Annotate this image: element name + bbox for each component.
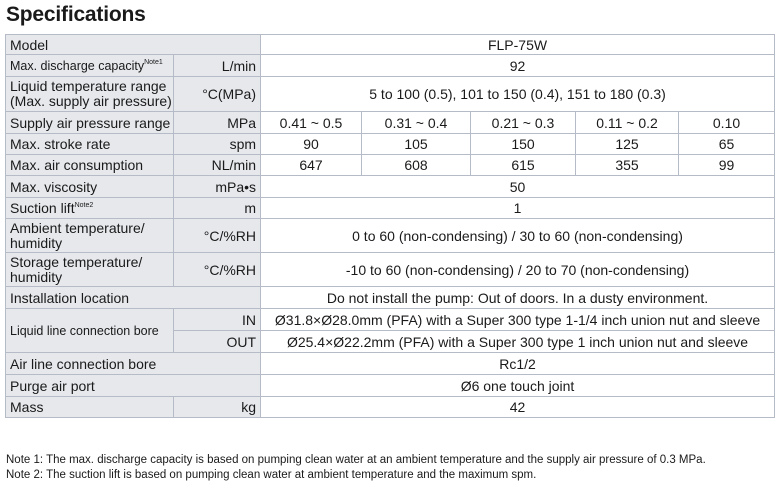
row-value: Ø6 one touch joint [261,375,775,397]
table-row-discharge-capacity [6,55,775,77]
note-marker: Note2 [74,202,94,209]
row-value: 42 [261,397,775,418]
row-label: Suction lift$^{Note2}$ [6,198,174,219]
cell-value: 608 [362,155,471,176]
cell-value: 105 [362,134,471,155]
row-unit: L/min [174,55,261,77]
row-label: Ambient temperature/ humidity [6,219,174,253]
cell-value: 150 [471,134,576,155]
row-unit: °C/%RH [174,253,261,287]
row-value: 5 to 100 (0.5), 101 to 150 (0.4), 151 to 180 (0.3) [261,77,775,112]
cell-value: 125 [576,134,679,155]
footnotes [6,453,706,483]
row-value: FLP-75W [261,35,775,55]
row-label: Mass [6,397,174,418]
row-value: Ø31.8×Ø28.0mm (PFA) with a Super 300 type 1-1/4 inch union nut and sleeve [261,309,775,331]
table-row-air-line-bore [6,353,775,375]
footnote: Note 2: The suction lift is based on pumping clean water at ambient temperature and the maximum spm. [6,469,537,481]
table-row-viscosity [6,176,775,198]
table-row-liquid-bore-in [6,309,775,331]
cell-value: 355 [576,155,679,176]
row-label: Supply air pressure range [6,112,174,134]
cell-value: 99 [679,155,775,176]
row-unit: °C/%RH [174,219,261,253]
note-marker: Note1 [144,58,163,66]
row-label: Air line connection bore [6,353,261,375]
table-row-ambient-temperature [6,219,775,253]
row-unit: spm [174,134,261,155]
cell-value: 615 [471,155,576,176]
table-row-installation-location [6,287,775,309]
row-label: Max. air consumption [6,155,174,176]
row-label: Liquid temperature range (Max. supply air pressure) [6,77,174,112]
row-value: 1 [261,198,775,219]
row-label: Max. stroke rate [6,134,174,155]
row-label: Liquid line connection bore [6,309,174,353]
table-row-suction-lift [6,198,775,219]
footnote: Note 1: The max. discharge capacity is based on pumping clean water at an ambient temperature and the supply air pressure of 0.3 MPa. [6,454,706,466]
row-value: Do not install the pump: Out of doors. In a dusty environment. [261,287,775,309]
row-label: Model [6,35,261,55]
row-label: Storage temperature/ humidity [6,253,174,287]
table-row-stroke-rate [6,134,775,155]
row-unit: IN [174,309,261,331]
row-value: 50 [261,176,775,198]
row-value: 0 to 60 (non-condensing) / 30 to 60 (non-condensing) [261,219,775,253]
row-label: Purge air port [6,375,261,397]
row-label: Max. discharge capacity$^{Note1}$ [6,55,174,77]
row-unit: m [174,198,261,219]
row-unit: NL/min [174,155,261,176]
cell-value: 0.21 ~ 0.3 [471,112,576,134]
cell-value: 0.10 [679,112,775,134]
row-unit: kg [174,397,261,418]
cell-value: 0.41 ~ 0.5 [261,112,362,134]
table-row-model [6,35,775,55]
table-row-mass [6,397,775,418]
cell-value: 0.11 ~ 0.2 [576,112,679,134]
row-unit: MPa [174,112,261,134]
row-value: -10 to 60 (non-condensing) / 20 to 70 (non-condensing) [261,253,775,287]
specifications-table [5,34,775,418]
row-label: Installation location [6,287,261,309]
table-row-storage-temperature [6,253,775,287]
row-unit: mPa•s [174,176,261,198]
table-row-purge-air-port [6,375,775,397]
cell-value: 65 [679,134,775,155]
page-title: Specifications [6,3,146,26]
cell-value: 90 [261,134,362,155]
cell-value: 0.31 ~ 0.4 [362,112,471,134]
row-value: 92 [261,55,775,77]
table-row-supply-air-pressure [6,112,775,134]
row-unit: °C(MPa) [174,77,261,112]
row-value: Rc1/2 [261,353,775,375]
table-row-liquid-temperature [6,77,775,112]
row-label: Max. viscosity [6,176,174,198]
cell-value: 647 [261,155,362,176]
table-row-air-consumption [6,155,775,176]
row-unit: OUT [174,331,261,353]
row-value: Ø25.4×Ø22.2mm (PFA) with a Super 300 type 1 inch union nut and sleeve [261,331,775,353]
